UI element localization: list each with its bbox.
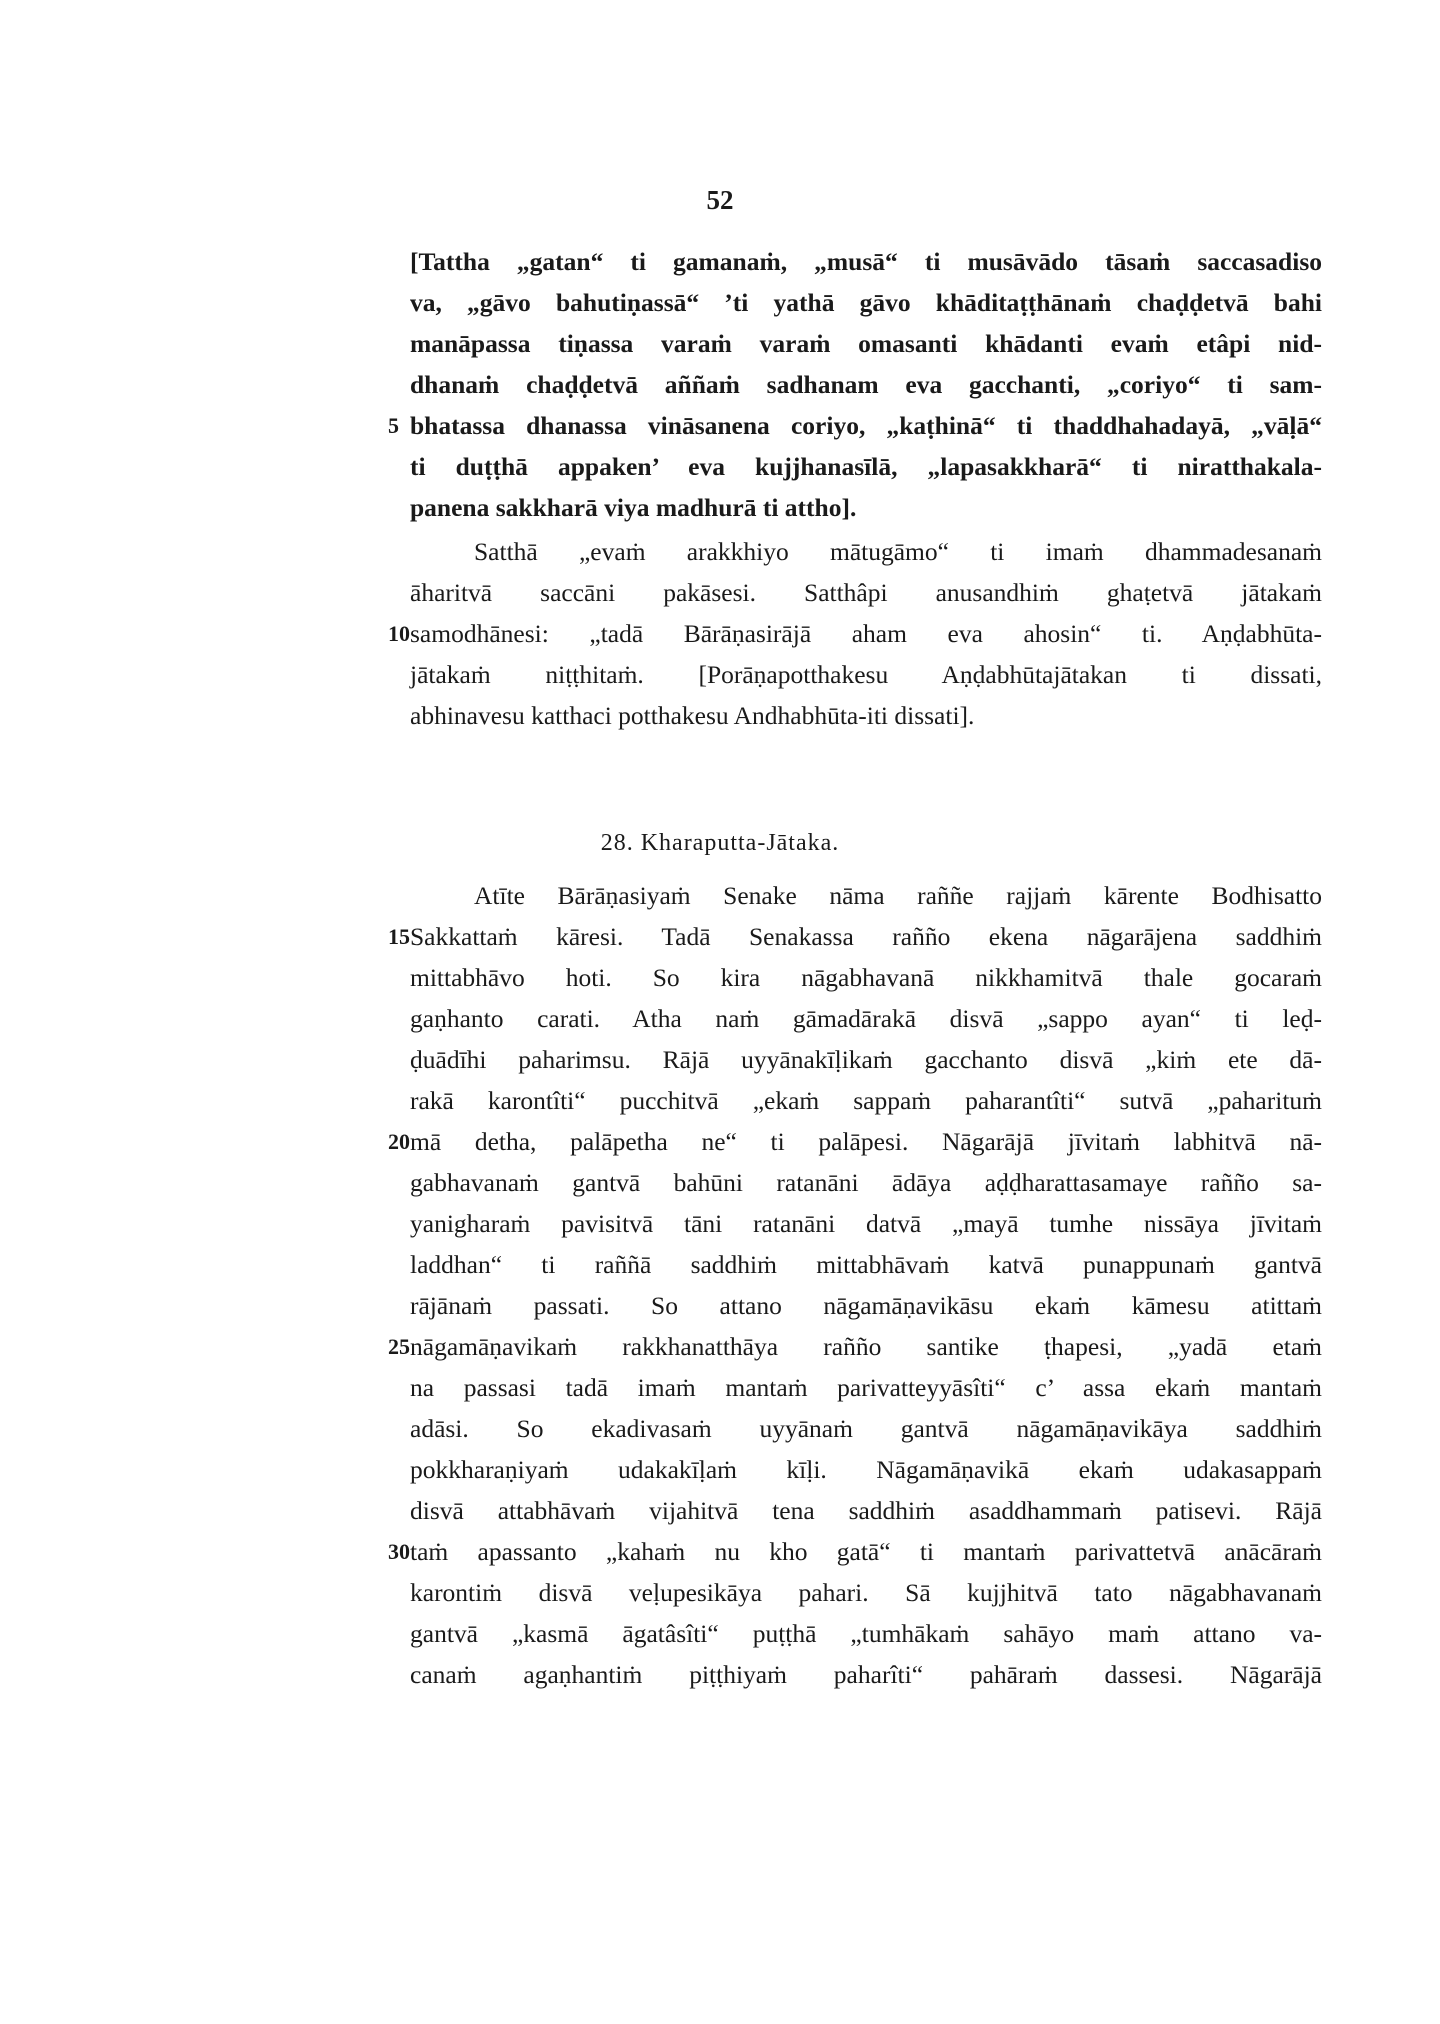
- text-line: gantvā „kasmā āgatâsîti“ puṭṭhā „tumhākaṁ sahāyo maṁ attano va-: [410, 1619, 1322, 1648]
- text-line: [Tattha „gatan“ ti gamanaṁ, „musā“ ti musāvādo tāsaṁ saccasadiso: [410, 247, 1322, 276]
- line-number: 25: [388, 1334, 410, 1359]
- text-line: manāpassa tiṇassa varaṁ varaṁ omasanti khādanti evaṁ etâpi nid-: [410, 329, 1322, 358]
- text-line: mittabhāvo hoti. So kira nāgabhavanā nikkhamitvā thale gocaraṁ: [410, 963, 1322, 992]
- text-line: āharitvā saccāni pakāsesi. Satthâpi anusandhiṁ ghaṭetvā jātakaṁ: [410, 578, 1322, 607]
- line-number: 20: [388, 1129, 410, 1154]
- text-line: laddhan“ ti raññā saddhiṁ mittabhāvaṁ katvā punappunaṁ gantvā: [410, 1250, 1322, 1279]
- text-line: Satthā „evaṁ arakkhiyo mātugāmo“ ti imaṁ dhammadesanaṁ: [474, 537, 1322, 566]
- text-line: na passasi tadā imaṁ mantaṁ parivatteyyāsîti“ c’ assa ekaṁ mantaṁ: [410, 1373, 1322, 1402]
- text-line: gabhavanaṁ gantvā bahūni ratanāni ādāya aḍḍharattasamaye rañño sa-: [410, 1168, 1322, 1197]
- text-line: abhinavesu katthaci potthakesu Andhabhūta-iti dissati].: [410, 701, 975, 730]
- section-title: 28. Kharaputta-Jātaka.: [600, 830, 840, 856]
- text-line: disvā attabhāvaṁ vijahitvā tena saddhiṁ asaddhammaṁ patisevi. Rājā: [410, 1496, 1322, 1525]
- line-number: 15: [388, 924, 410, 949]
- text-line: rājānaṁ passati. So attano nāgamāṇavikāsu ekaṁ kāmesu atittaṁ: [410, 1291, 1322, 1320]
- text-line: karontiṁ disvā veḷupesikāya pahari. Sā kujjhitvā tato nāgabhavanaṁ: [410, 1578, 1322, 1607]
- text-line: samodhānesi: „tadā Bārāṇasirājā aham eva ahosin“ ti. Aṇḍabhūta-: [410, 619, 1322, 648]
- line-number: 5: [388, 413, 399, 438]
- text-line: dhanaṁ chaḍḍetvā aññaṁ sadhanam eva gacchanti, „coriyo“ ti sam-: [410, 370, 1322, 399]
- text-line: mā detha, palāpetha ne“ ti palāpesi. Nāgarājā jīvitaṁ labhitvā nā-: [410, 1127, 1322, 1156]
- line-number: 10: [388, 621, 410, 646]
- text-line: ti duṭṭhā appaken’ eva kujjhanasīlā, „lapasakkharā“ ti niratthakala-: [410, 452, 1322, 481]
- text-line: taṁ apassanto „kahaṁ nu kho gatā“ ti mantaṁ parivattetvā anācāraṁ: [410, 1537, 1322, 1566]
- text-line: canaṁ agaṇhantiṁ piṭṭhiyaṁ paharîti“ pahāraṁ dassesi. Nāgarājā: [410, 1660, 1322, 1689]
- text-line: bhatassa dhanassa vināsanena coriyo, „kaṭhinā“ ti thaddhahadayā, „vāḷā“: [410, 411, 1322, 440]
- text-line: yanigharaṁ pavisitvā tāni ratanāni datvā „mayā tumhe nissāya jīvitaṁ: [410, 1209, 1322, 1238]
- text-line: ḍuādīhi paharimsu. Rājā uyyānakīḷikaṁ gacchanto disvā „kiṁ ete dā-: [410, 1045, 1322, 1074]
- text-line: adāsi. So ekadivasaṁ uyyānaṁ gantvā nāgamāṇavikāya saddhiṁ: [410, 1414, 1322, 1443]
- text-line: Atīte Bārāṇasiyaṁ Senake nāma raññe rajjaṁ kārente Bodhisatto: [474, 881, 1322, 910]
- line-number: 30: [388, 1539, 410, 1564]
- text-line: va, „gāvo bahutiṇassā“ ’ti yathā gāvo khāditaṭṭhānaṁ chaḍḍetvā bahi: [410, 288, 1322, 317]
- text-line: panena sakkharā viya madhurā ti attho].: [410, 493, 857, 522]
- text-line: Sakkattaṁ kāresi. Tadā Senakassa rañño ekena nāgarājena saddhiṁ: [410, 922, 1322, 951]
- text-line: gaṇhanto carati. Atha naṁ gāmadārakā disvā „sappo ayan“ ti leḍ-: [410, 1004, 1322, 1033]
- text-line: rakā karontîti“ pucchitvā „ekaṁ sappaṁ paharantîti“ sutvā „paharituṁ: [410, 1086, 1322, 1115]
- page-number: 52: [706, 185, 734, 215]
- text-line: nāgamāṇavikaṁ rakkhanatthāya rañño santike ṭhapesi, „yadā etaṁ: [410, 1332, 1322, 1361]
- text-line: jātakaṁ niṭṭhitaṁ. [Porāṇapotthakesu Aṇḍabhūtajātakan ti dissati,: [410, 660, 1322, 689]
- text-line: pokkharaṇiyaṁ udakakīḷaṁ kīḷi. Nāgamāṇavikā ekaṁ udakasappaṁ: [410, 1455, 1322, 1484]
